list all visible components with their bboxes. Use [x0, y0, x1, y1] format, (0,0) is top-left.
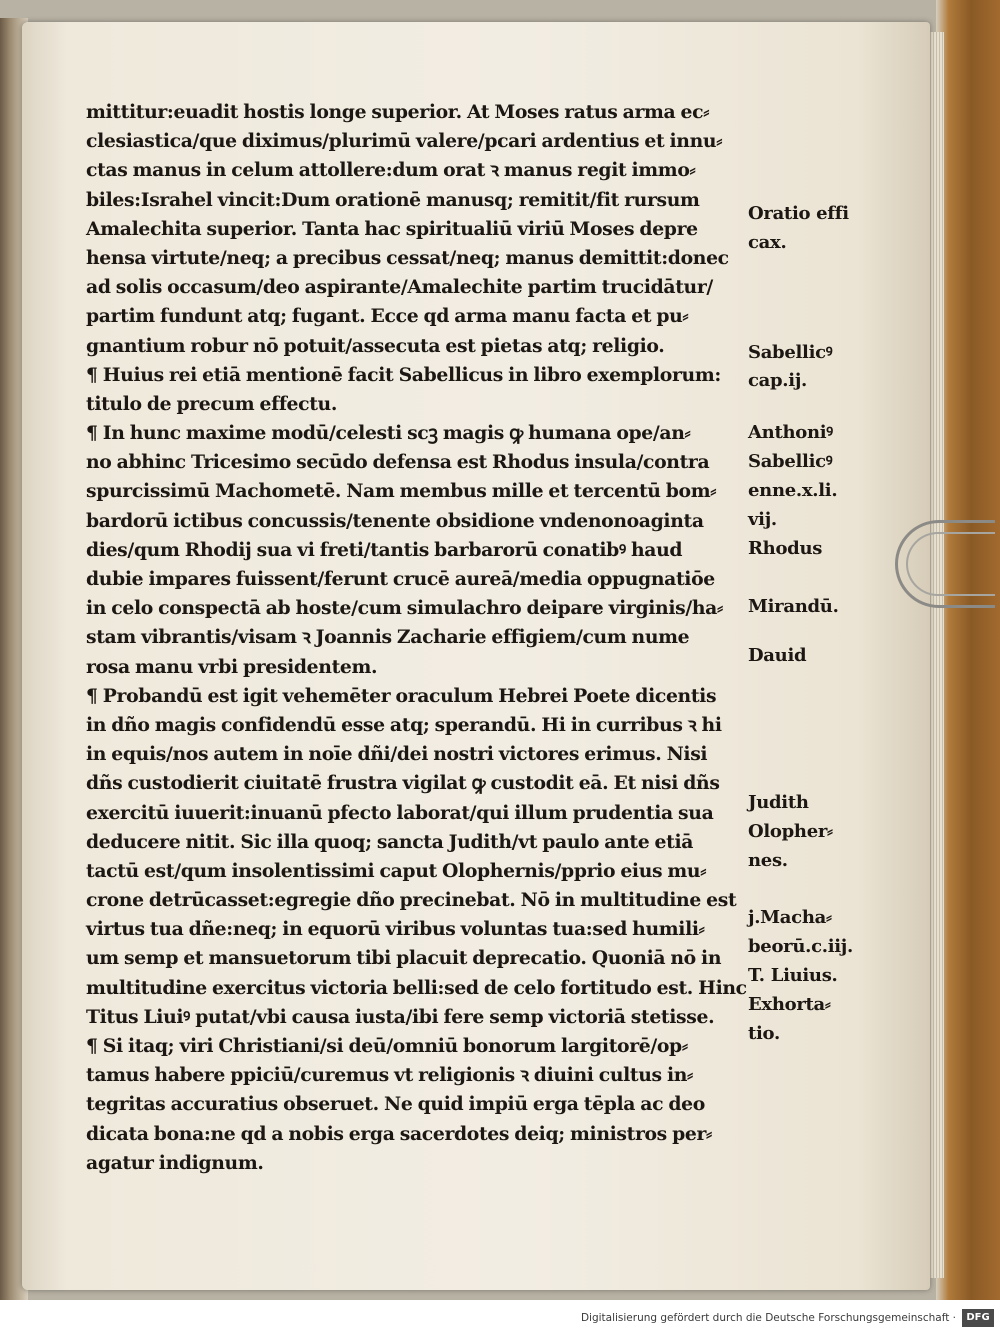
text-line: biles:Israhel vincit:Dum orationē manusq; remitit/fit rursum [86, 188, 700, 211]
margin-note: vij. [748, 509, 777, 530]
text-line: partim fundunt atq; fugant. Ecce qd arma manu facta et pu⸗ [86, 305, 689, 328]
text-line: ad solis occasum/deo aspirante/Amalechite partim trucidātur/ [86, 276, 713, 299]
margin-note: tio. [748, 1023, 780, 1044]
text-line: deducere nitit. Sic illa quoq; sancta Judith/vt paulo ante etiā [86, 830, 694, 853]
margin-note: Anthoniꝰ [748, 422, 833, 443]
text-line: in equis/nos autem in noīe dñi/dei nostri victores erimus. Nisi [86, 743, 708, 766]
text-line: in celo conspectā ab hoste/cum simulachro deipare virginis/ha⸗ [86, 597, 723, 620]
text-line: titulo de precum effectu. [86, 392, 338, 415]
funding-credit: Digitalisierung gefördert durch die Deutsche Forschungsgemeinschaft · [580, 1312, 956, 1324]
margin-note: Olopher⸗ [748, 821, 833, 842]
text-line: mittitur:euadit hostis longe superior. At Moses ratus arma ec⸗ [86, 101, 710, 123]
main-text-block [86, 98, 751, 1178]
margin-note: T. Liuius. [748, 965, 838, 986]
margin-note: Exhorta⸗ [748, 994, 831, 1015]
text-line: ¶ Si itaq; viri Christiani/si deū/omniū bonorum largitorē/op⸗ [86, 1035, 688, 1057]
margin-note: beorū.c.iij. [748, 936, 853, 957]
text-line: tactū est/qum insolentissimi caput Olophernis/pprio eius mu⸗ [86, 859, 707, 882]
text-line: Titus Liuiꝰ putat/vbi causa iusta/ibi fere semp victoriā stetisse. [86, 1005, 715, 1028]
margin-note: j.Macha⸗ [748, 907, 832, 928]
text-line: dicata bona:ne qd a nobis erga sacerdotes deiq; ministros per⸗ [86, 1122, 712, 1145]
digitization-footer [0, 1300, 1000, 1334]
paper-clip-inner-loop [906, 532, 995, 596]
margin-note: enne.x.li. [748, 480, 838, 501]
margin-note: nes. [748, 850, 788, 871]
text-line: virtus tua dñe:neq; in equorū viribus voluntas tua:sed humili⸗ [86, 918, 705, 941]
margin-note: Rhodus [748, 538, 823, 559]
text-line: in dño magis confidendū esse atq; sperandū. Hi in curribus ꝛ hi [86, 713, 722, 736]
text-line: tamus habere ppiciū/curemus vt religionis ꝛ diuini cultus in⸗ [86, 1064, 693, 1087]
text-line: dñs custodierit ciuitatē frustra vigilat ꝙ custodit eā. Et nisi dñs [86, 772, 720, 795]
margin-note: Sabellicꝰ [748, 451, 833, 472]
page-stack-edges [928, 32, 944, 1278]
text-line: ¶ In hunc maxime modū/celesti scꝫ magis ꝙ humana ope/an⸗ [86, 422, 691, 445]
margin-note: Judith [748, 792, 809, 813]
text-line: um semp et mansuetorum tibi placuit deprecatio. Quoniā nō in [86, 947, 722, 970]
text-line: rosa manu vrbi presidentem. [86, 655, 378, 678]
margin-note: Sabellicꝰ [748, 342, 833, 363]
text-line: dubie impares fuissent/ferunt crucē aureā/media oppugnatiōe [86, 568, 715, 590]
text-line: bardorū ictibus concussis/tenente obsidione vndenonoaginta [86, 509, 704, 532]
text-line: stam vibrantis/visam ꝛ Joannis Zacharie effigiem/cum nume [86, 626, 690, 649]
margin-note: Mirandū. [748, 596, 839, 617]
text-line: agatur indignum. [86, 1151, 264, 1174]
text-line: exercitū iuuerit:inuanū pfecto laborat/qui illum prudentia sua [86, 801, 714, 824]
leather-binding [936, 0, 1000, 1300]
margin-note: Dauid [748, 645, 807, 666]
text-line: no abhinc Tricesimo secūdo defensa est Rhodus insula/contra [86, 451, 710, 474]
text-line: spurcissimū Machometē. Nam membus mille et tercentū bom⸗ [86, 480, 717, 503]
text-line: dies/qum Rhodij sua vi freti/tantis barbarorū conatibꝰ haud [86, 538, 683, 561]
margin-note: cax. [748, 232, 787, 253]
text-line: hensa virtute/neq; a precibus cessat/neq; manus demittit:donec [86, 246, 729, 269]
text-line: multitudine exercitus victoria belli:sed de celo fortitudo est. Hinc [86, 976, 747, 999]
dfg-logo: DFG [962, 1309, 994, 1327]
text-line: ¶ Probandū est igit vehemēter oraculum Hebrei Poete dicentis [86, 684, 717, 707]
margin-note: Oratio effi [748, 203, 849, 224]
text-line: Amalechita superior. Tanta hac spiritualiū viriū Moses depre [86, 217, 698, 240]
margin-note: cap.ij. [748, 370, 807, 391]
text-line: ¶ Huius rei etiā mentionē facit Sabellicus in libro exemplorum: [86, 363, 721, 386]
text-line: crone detrūcasset:egregie dño precinebat. Nō in multitudine est [86, 889, 737, 912]
text-line: clesiastica/que diximus/plurimū valere/pcari ardentius et innu⸗ [86, 130, 723, 153]
text-line: gnantium robur nō potuit/assecuta est pietas atq; religio. [86, 334, 665, 357]
text-line: ctas manus in celum attollere:dum orat ꝛ manus regit immo⸗ [86, 159, 696, 182]
text-line: tegritas accuratius obseruet. Ne quid impiū erga tēpla ac deo [86, 1093, 705, 1116]
